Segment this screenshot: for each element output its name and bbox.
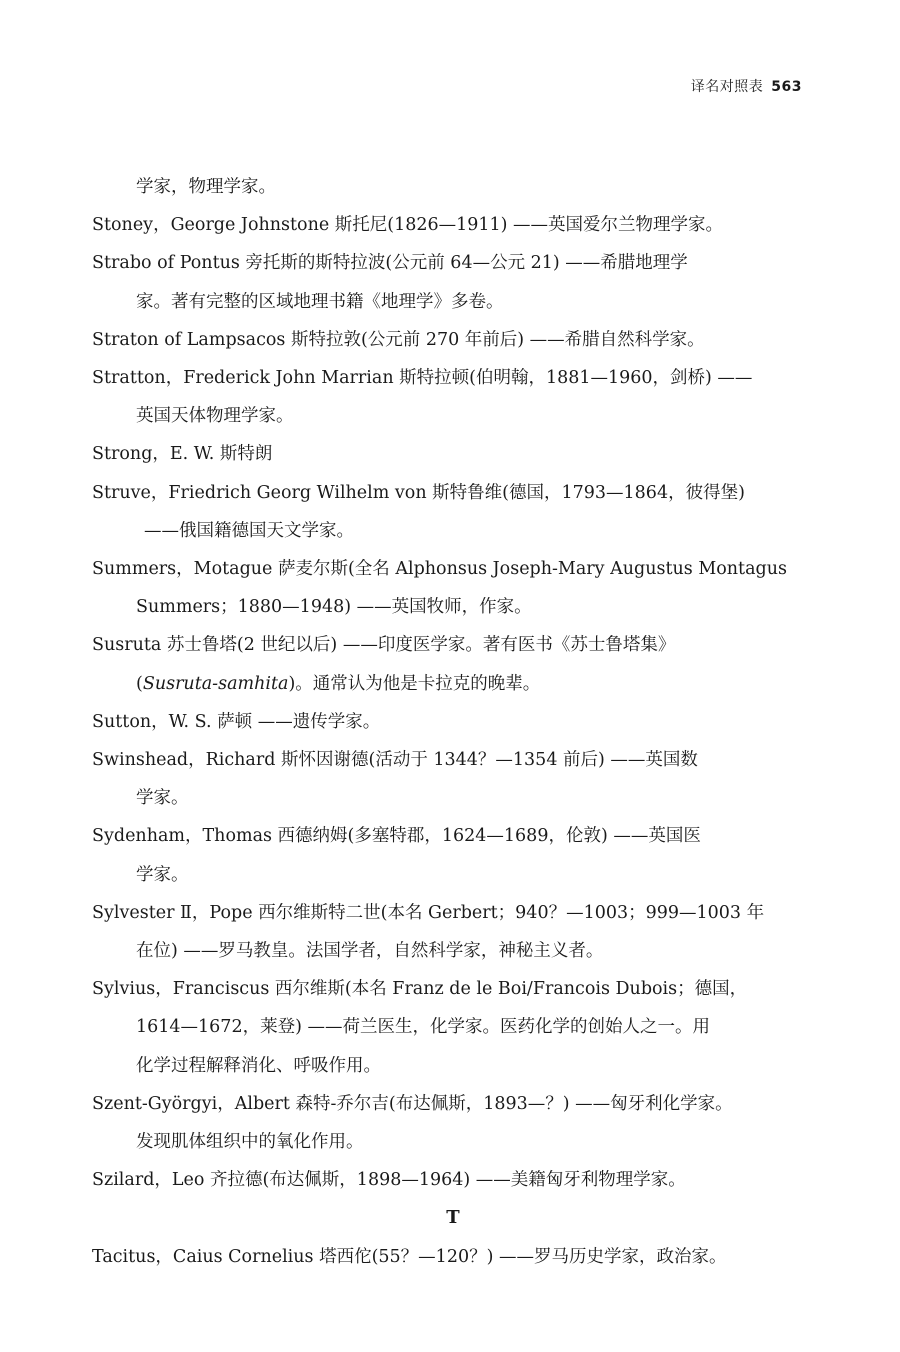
entry-stoney — [92, 206, 814, 244]
entry-line: Sylvius，Franciscus 西尔维斯(本名 Franz de le Boi/Francois Dubois；德国， — [92, 979, 748, 1000]
entry-line: Summers，Motague 萨麦尔斯(全名 Alphonsus Joseph-Mary Augustus Montagus — [92, 559, 787, 580]
entry-szilard — [92, 1161, 814, 1199]
entry-continuation: Summers；1880—1948) ——英国牧师，作家。 — [136, 597, 532, 618]
entry-line: Sylvester Ⅱ，Pope 西尔维斯特二世(本名 Gerbert；940？—1003；999—1003 年 — [92, 902, 765, 923]
page-number: 563 — [771, 79, 802, 95]
continued-entry: 学家，物理学家。 — [136, 177, 276, 197]
paren-open: ( — [136, 673, 143, 694]
entry-sutton — [92, 703, 814, 741]
entry-swinshead — [92, 741, 814, 817]
entry-continuation: 英国天体物理学家。 — [136, 406, 294, 427]
entry-line: Tacitus，Caius Cornelius 塔西佗(55？—120？) ——罗马历史学家，政治家。 — [92, 1246, 727, 1267]
entry-continuation: 在位) ——罗马教皇。法国学者，自然科学家，神秘主义者。 — [136, 941, 604, 962]
entry-line: Sydenham，Thomas 西德纳姆(多塞特郡，1624—1689，伦敦) ——英国医 — [92, 826, 701, 847]
entry-continuation: 化学过程解释消化、呼吸作用。 — [136, 1055, 381, 1076]
entry-line: Szent-Györgyi，Albert 森特-乔尔吉(布达佩斯，1893—？) ——匈牙利化学家。 — [92, 1093, 733, 1114]
entry-continuation-text: )。通常认为他是卡拉克的晚辈。 — [288, 673, 541, 694]
running-header — [691, 76, 802, 96]
entry-susruta — [92, 626, 814, 702]
entry-continuation — [92, 665, 814, 703]
entry-line: Struve，Friedrich Georg Wilhelm von 斯特鲁维(德国，1793—1864，彼得堡) — [92, 482, 745, 503]
entry-strabo — [92, 244, 814, 320]
entry-stratton — [92, 359, 814, 435]
entry-continuation: 学家。 — [136, 788, 189, 809]
entry-line: Stratton，Frederick John Marrian 斯特拉顿(伯明翰，1881—1960，剑桥) —— — [92, 368, 753, 389]
glossary-body — [92, 168, 814, 1276]
entry-sylvester — [92, 894, 814, 970]
entry-tacitus — [92, 1238, 814, 1276]
entry-continuation: 1614—1672，莱登) ——荷兰医生，化学家。医药化学的创始人之一。用 — [136, 1017, 710, 1038]
entry-continuation: 家。著有完整的区域地理书籍《地理学》多卷。 — [136, 291, 504, 312]
entry-sydenham — [92, 817, 814, 893]
entry-szent-gyorgyi — [92, 1085, 814, 1161]
entry-strong — [92, 435, 814, 473]
entry-continuation: 发现肌体组织中的氧化作用。 — [136, 1132, 364, 1153]
entry-struve — [92, 474, 814, 550]
entry-sylvius — [92, 970, 814, 1085]
entry-line: Strong，E. W. 斯特朗 — [92, 444, 273, 465]
entry-line: Sutton，W. S. 萨顿 ——遗传学家。 — [92, 711, 381, 732]
header-title: 译名对照表 — [690, 79, 764, 95]
entry-continuation: ——俄国籍德国天文学家。 — [144, 520, 354, 541]
italic-title: Susruta-samhita — [142, 673, 289, 694]
entry-continuation: 学家。 — [136, 864, 189, 885]
entry-straton — [92, 321, 814, 359]
section-letter: T — [446, 1207, 460, 1229]
entry-line: Stoney，George Johnstone 斯托尼(1826—1911) ——英国爱尔兰物理学家。 — [92, 215, 724, 236]
entry-line: Susruta 苏士鲁塔(2 世纪以后) ——印度医学家。著有医书《苏士鲁塔集》 — [92, 635, 676, 656]
entry-line: Swinshead，Richard 斯怀因谢德(活动于 1344？—1354 前后) ——英国数 — [92, 750, 698, 771]
entry-line: Szilard，Leo 齐拉德(布达佩斯，1898—1964) ——美籍匈牙利物理学家。 — [92, 1170, 686, 1191]
entry-line: Straton of Lampsacos 斯特拉敦(公元前 270 年前后) ——希腊自然科学家。 — [92, 329, 705, 350]
entry-line: Strabo of Pontus 旁托斯的斯特拉波(公元前 64—公元 21) ——希腊地理学 — [92, 253, 688, 274]
entry-summers — [92, 550, 814, 626]
